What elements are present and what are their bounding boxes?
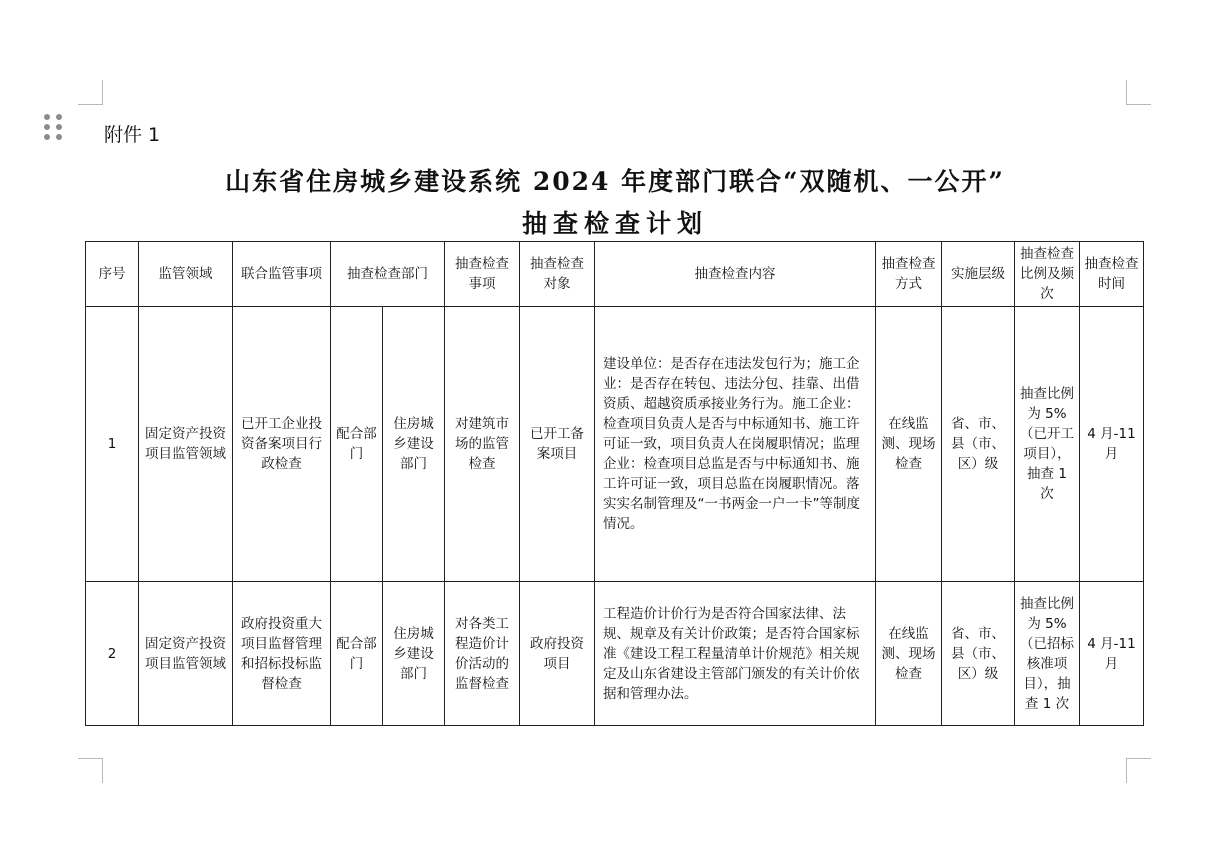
- cell-check-content: 工程造价计价行为是否符合国家法律、法规、规章及有关计价政策；是否符合国家标准《建设工程工程量清单计价规范》相关规定及山东省建设主管部门颁发的有关计价依据和管理办法。: [595, 582, 876, 726]
- cell-seq: 1: [86, 307, 139, 582]
- cell-dept-name: 住房城乡建设部门: [383, 307, 445, 582]
- header-level: 实施层级: [942, 242, 1015, 307]
- cell-field: 固定资产投资项目监管领域: [139, 307, 233, 582]
- crop-mark-top-left: [78, 80, 103, 105]
- cell-check-item: 对各类工程造价计价活动的监督检查: [445, 582, 520, 726]
- cell-level: 省、市、县（市、区）级: [942, 307, 1015, 582]
- crop-mark-bottom-left: [78, 758, 103, 783]
- cell-check-method: 在线监测、现场检查: [876, 307, 942, 582]
- attachment-label: 附件 1: [104, 124, 161, 146]
- cell-joint-item: 政府投资重大项目监督管理和招标投标监督检查: [233, 582, 331, 726]
- header-check-target: 抽查检查对象: [520, 242, 595, 307]
- cell-ratio: 抽查比例为 5%（已开工项目），抽查 1 次: [1015, 307, 1080, 582]
- cell-seq: 2: [86, 582, 139, 726]
- crop-mark-bottom-right: [1126, 758, 1151, 783]
- cell-time: 4 月-11 月: [1080, 582, 1144, 726]
- header-check-method: 抽查检查方式: [876, 242, 942, 307]
- header-ratio: 抽查检查比例及频次: [1015, 242, 1080, 307]
- header-field: 监管领域: [139, 242, 233, 307]
- header-check-content: 抽查检查内容: [595, 242, 876, 307]
- cell-dept-role: 配合部门: [331, 307, 383, 582]
- cell-check-method: 在线监测、现场检查: [876, 582, 942, 726]
- header-time: 抽查检查时间: [1080, 242, 1144, 307]
- header-joint-item: 联合监管事项: [233, 242, 331, 307]
- cell-dept-role: 配合部门: [331, 582, 383, 726]
- document-title-line-1: 山东省住房城乡建设系统 2024 年度部门联合“双随机、一公开”: [225, 167, 1005, 196]
- cell-level: 省、市、县（市、区）级: [942, 582, 1015, 726]
- crop-mark-top-right: [1126, 80, 1151, 105]
- header-check-item: 抽查检查事项: [445, 242, 520, 307]
- drag-handle-icon[interactable]: [44, 114, 64, 142]
- header-dept: 抽查检查部门: [331, 242, 445, 307]
- header-seq: 序号: [86, 242, 139, 307]
- cell-time: 4 月-11 月: [1080, 307, 1144, 582]
- table-header-row: [86, 242, 1144, 307]
- cell-check-item: 对建筑市场的监管检查: [445, 307, 520, 582]
- cell-joint-item: 已开工企业投资备案项目行政检查: [233, 307, 331, 582]
- document-title-line-2: 抽查检查计划: [521, 209, 708, 238]
- table-row: [86, 582, 1144, 726]
- inspection-plan-table: [85, 241, 1144, 726]
- cell-check-target: 政府投资项目: [520, 582, 595, 726]
- cell-dept-name: 住房城乡建设部门: [383, 582, 445, 726]
- cell-check-content: 建设单位：是否存在违法发包行为；施工企业：是否存在转包、违法分包、挂靠、出借资质、超越资质承接业务行为。施工企业：检查项目负责人是否与中标通知书、施工许可证一致，项目负责人在岗履职情况；监理企业：检查项目总监是否与中标通知书、施工许可证一致，项目总监在岗履职情况。落实实名制管理及“一书两金一户一卡”等制度情况。: [595, 307, 876, 582]
- cell-check-target: 已开工备案项目: [520, 307, 595, 582]
- table-row: [86, 307, 1144, 582]
- cell-ratio: 抽查比例为 5%（已招标核准项目），抽查 1 次: [1015, 582, 1080, 726]
- cell-field: 固定资产投资项目监管领域: [139, 582, 233, 726]
